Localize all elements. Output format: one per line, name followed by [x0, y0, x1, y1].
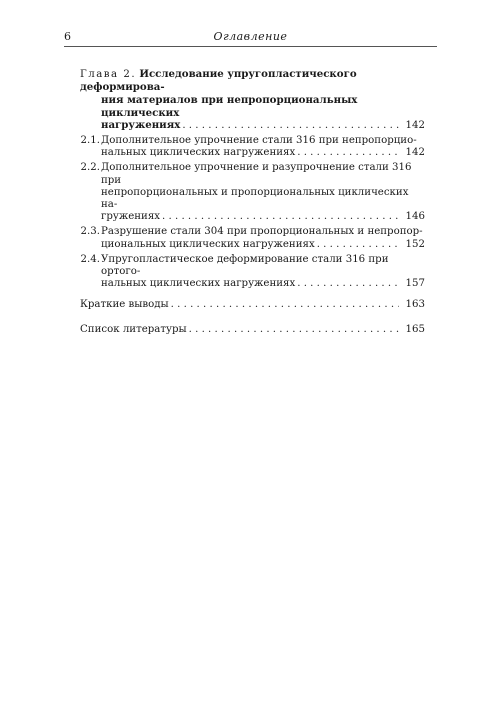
section-number: 2.1. — [80, 135, 100, 147]
dot-leader — [189, 324, 399, 336]
section-title-line2: нальных циклических нагружениях — [101, 278, 296, 290]
conclusions-label: Краткие выводы — [80, 299, 169, 311]
toc-section-2-2[interactable] — [80, 162, 425, 223]
conclusions-page: 163 — [405, 299, 425, 311]
page-number: 6 — [64, 30, 71, 43]
section-title-line3: гружениях — [101, 211, 161, 223]
section-title-line2: циональных циклических нагружениях — [101, 238, 315, 250]
section-page: 146 — [405, 211, 425, 223]
chapter-title-line1: Исследование упругопластического деформирова- — [80, 68, 357, 94]
chapter-title-line3: нагружениях — [101, 118, 181, 131]
section-page: 142 — [405, 147, 425, 159]
chapter-label: Глава 2. — [80, 69, 137, 80]
section-leader-line — [101, 147, 425, 159]
chapter-title-line2: ния материалов при непропорциональных циклических — [101, 94, 358, 119]
section-title-line2: нальных циклических нагружениях — [101, 147, 296, 159]
section-leader-line — [101, 278, 425, 290]
section-leader-line — [101, 211, 425, 223]
section-number: 2.3. — [80, 226, 100, 238]
table-of-contents — [80, 68, 425, 336]
running-header — [64, 30, 437, 47]
section-title-line1: Разрушение стали 304 при пропорциональных и непропор- — [101, 226, 423, 238]
toc-conclusions[interactable] — [80, 299, 425, 311]
references-page: 165 — [405, 323, 425, 335]
section-title-line2: непропорциональных и пропорциональных циклических на- — [101, 186, 409, 211]
toc-references[interactable] — [80, 324, 425, 336]
dot-leader — [171, 299, 399, 311]
section-title-line1: Упругопластическое деформирование стали 316 при ортого- — [101, 253, 389, 278]
section-title-line1: Дополнительное упрочнение и разупрочнение стали 316 при — [101, 162, 412, 186]
dot-leader — [162, 211, 399, 223]
dot-leader — [317, 239, 399, 251]
section-number: 2.2. — [80, 162, 100, 174]
section-number: 2.4. — [80, 253, 100, 265]
section-page: 152 — [405, 238, 425, 250]
dot-leader — [297, 147, 399, 159]
toc-chapter-2[interactable] — [80, 68, 425, 132]
chapter-leader-line — [80, 119, 425, 132]
section-leader-line — [101, 239, 425, 251]
chapter-heading-line1 — [80, 68, 425, 94]
dot-leader — [182, 120, 399, 132]
references-label: Список литературы — [80, 323, 187, 335]
chapter-page: 142 — [405, 119, 425, 131]
dot-leader — [297, 278, 399, 290]
running-title: Оглавление — [213, 30, 288, 43]
section-title-line1: Дополнительное упрочнение стали 316 при непропорцио- — [101, 135, 417, 147]
section-page: 157 — [405, 278, 425, 290]
toc-section-2-3[interactable] — [80, 226, 425, 250]
toc-section-2-1[interactable] — [80, 135, 425, 159]
toc-section-2-4[interactable] — [80, 254, 425, 291]
